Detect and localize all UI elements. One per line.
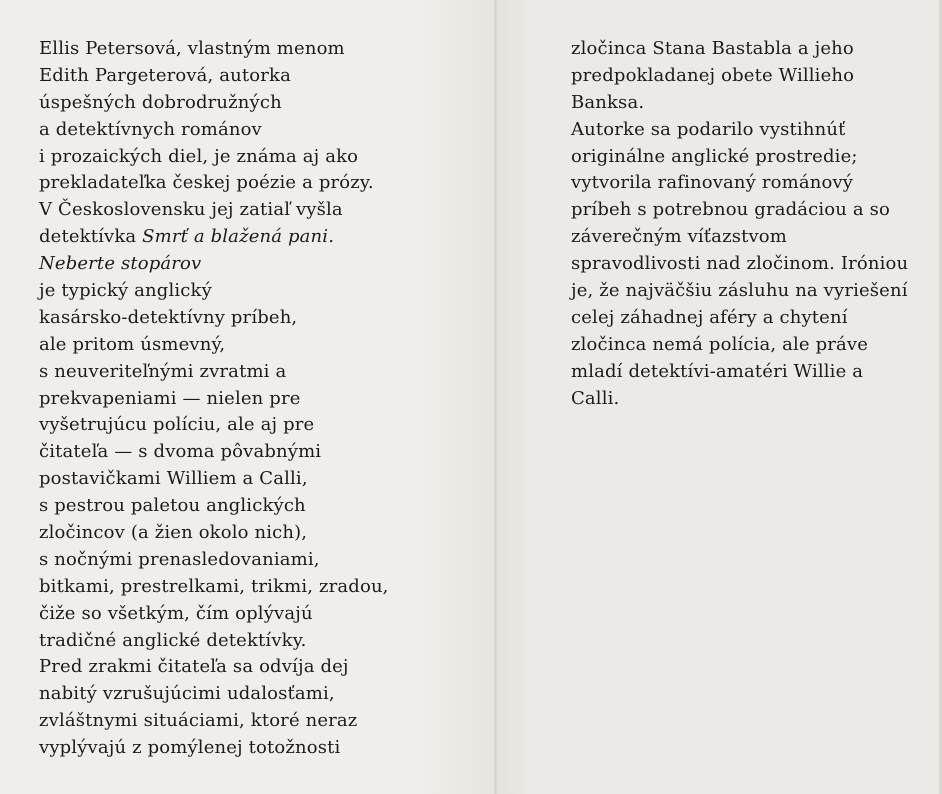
text-line: Edith Pargeterová, autorka [39, 64, 291, 86]
text-line: i prozaických diel, je známa aj ako [39, 145, 359, 167]
text-line: a detektívnych románov [39, 118, 262, 140]
text-line: vytvorila rafinovaný románový [571, 172, 854, 194]
text-line: predpokladanej obete Willieho [571, 64, 855, 86]
text-line: spravodlivosti nad zločinom. Iróniou [571, 253, 909, 275]
book-title: Smrť a blažená pani. [142, 226, 335, 248]
book-title-line [39, 251, 389, 278]
text-line: mladí detektívi-amatéri Willie a [571, 360, 864, 382]
book-title: Neberte stopárov [39, 253, 202, 275]
book-gutter [494, 0, 497, 794]
text-line: originálne anglické prostredie; [571, 145, 858, 167]
text-line: príbeh s potrebnou gradáciou a so [571, 199, 891, 221]
text-line: celej záhadnej aféry a chytení [571, 306, 848, 328]
text-line: kasársko-detektívny príbeh, [39, 306, 298, 328]
text-line: vyplývajú z pomýlenej totožnosti [39, 737, 341, 759]
text-line-with-title [39, 224, 389, 251]
text-line: bitkami, prestrelkami, trikmi, zradou, [39, 575, 389, 597]
text-line: tradičné anglické detektívky. [39, 629, 307, 651]
text-line: nabitý vzrušujúcimi udalosťami, [39, 683, 335, 705]
text-line: je typický anglický [39, 280, 212, 302]
text-line: vyšetrujúcu políciu, ale aj pre [39, 414, 315, 436]
text-line: V Československu jej zatiaľ vyšla [39, 199, 343, 221]
text-line: zločincov (a žien okolo nich), [39, 522, 308, 544]
text-line: Banksa. [571, 91, 645, 113]
text-fragment: detektívka [39, 226, 137, 248]
text-line: záverečným víťazstvom [571, 226, 787, 248]
text-line: čitateľa — s dvoma pôvabnými [39, 441, 322, 463]
text-line: s pestrou paletou anglických [39, 495, 306, 517]
text-line: zločinca nemá polícia, ale práve [571, 333, 869, 355]
right-text-column [571, 36, 908, 412]
text-line: zvláštnymi situáciami, ktoré neraz [39, 710, 358, 732]
text-line: Ellis Petersová, vlastným menom [39, 38, 345, 59]
text-line: Autorke sa podarilo vystihnúť [571, 118, 846, 140]
text-line: úspešných dobrodružných [39, 91, 282, 113]
text-line: postavičkami Williem a Calli, [39, 468, 308, 490]
text-line: čiže so všetkým, čím oplývajú [39, 602, 313, 624]
left-text-column [39, 36, 389, 762]
text-line: prekladateľka českej poézie a prózy. [39, 172, 374, 194]
text-line: ale pritom úsmevný, [39, 333, 226, 355]
text-line: zločinca Stana Bastabla a jeho [571, 38, 854, 59]
text-line: s nočnými prenasledovaniami, [39, 548, 320, 570]
text-line: Pred zrakmi čitateľa sa odvíja dej [39, 656, 349, 678]
text-line: prekvapeniami — nielen pre [39, 387, 301, 409]
text-line: s neuveriteľnými zvratmi a [39, 360, 287, 382]
text-line: je, že najväčšiu zásluhu na vyriešení [571, 280, 908, 302]
text-line: Calli. [571, 387, 620, 409]
